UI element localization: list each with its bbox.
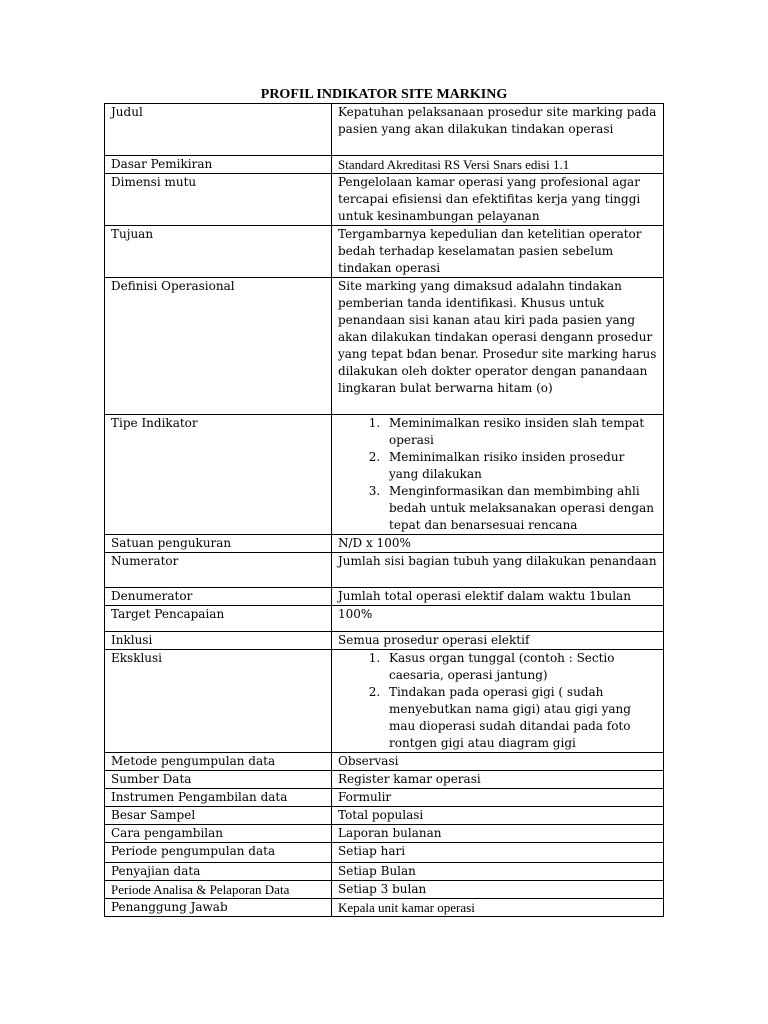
row-label: Penyajian data [105,863,332,881]
row-label: Sumber Data [105,771,332,789]
indicator-type-list [338,415,657,534]
row-label: Periode pengumpulan data [105,843,332,863]
table-row [105,278,664,415]
row-value: 100% [332,606,664,632]
row-label: Cara pengambilan [105,825,332,843]
table-row [105,825,664,843]
list-item: 2. Tindakan pada operasi gigi ( sudah menyebutkan nama gigi) atau gigi yang mau dioperasi sudah ditandai pada foto rontgen gigi atau diagram gigi [384,684,657,752]
row-label: Definisi Operasional [105,278,332,415]
row-label: Judul [105,104,332,156]
row-label: Dasar Pemikiran [105,156,332,174]
row-label: Besar Sampel [105,807,332,825]
document-page [104,86,664,917]
table-row [105,606,664,632]
table-row [105,899,664,917]
row-value: Register kamar operasi [332,771,664,789]
table-row [105,104,664,156]
table-row [105,553,664,588]
row-value: Tergambarnya kepedulian dan ketelitian operator bedah terhadap keselamatan pasien sebelum tindakan operasi [332,226,664,278]
row-value [332,650,664,753]
table-row [105,863,664,881]
row-label: Inklusi [105,632,332,650]
list-item: 1. Kasus organ tunggal (contoh : Sectio caesaria, operasi jantung) [384,650,657,684]
table-row [105,226,664,278]
row-value [332,415,664,535]
table-row [105,753,664,771]
row-value: Laporan bulanan [332,825,664,843]
table-row [105,156,664,174]
row-label: Periode Analisa & Pelaporan Data [105,881,332,899]
exclusion-list [338,650,657,752]
row-value: Total populasi [332,807,664,825]
row-label: Metode pengumpulan data [105,753,332,771]
row-value: Kepatuhan pelaksanaan prosedur site marking pada pasien yang akan dilakukan tindakan operasi [332,104,664,156]
row-value: Site marking yang dimaksud adalahn tindakan pemberian tanda identifikasi. Khusus untuk penandaan sisi kanan atau kiri pada pasien yang akan dilakukan tindakan operasi dengann prosedur yang tepat bdan benar. Prosedur site marking harus dilakukan oleh dokter operator dengan panandaan lingkaran bulat berwarna hitam (o) [332,278,664,415]
table-row [105,843,664,863]
document-title: PROFIL INDIKATOR SITE MARKING [260,87,508,102]
row-label: Denumerator [105,588,332,606]
row-label: Dimensi mutu [105,174,332,226]
table-row [105,771,664,789]
list-item: 3. Menginformasikan dan membimbing ahli bedah untuk melaksanakan operasi dengan tepat dan benarsesuai rencana [384,483,657,534]
row-label: Tujuan [105,226,332,278]
row-value: Jumlah total operasi elektif dalam waktu 1bulan [332,588,664,606]
row-label: Numerator [105,553,332,588]
table-row [105,535,664,553]
row-value: Formulir [332,789,664,807]
table-row [105,415,664,535]
table-row [105,650,664,753]
row-label: Tipe Indikator [105,415,332,535]
indicator-profile-table [104,103,664,917]
row-value: Setiap Bulan [332,863,664,881]
row-label: Instrumen Pengambilan data [105,789,332,807]
row-value: Kepala unit kamar operasi [332,899,664,917]
list-item: 1. Meminimalkan resiko insiden slah tempat operasi [384,415,657,449]
row-value: Observasi [332,753,664,771]
row-value: Pengelolaan kamar operasi yang profesional agar tercapai efisiensi dan efektifitas kerja yang tinggi untuk kesinambungan pelayanan [332,174,664,226]
row-value: N/D x 100% [332,535,664,553]
table-row [105,632,664,650]
row-label: Target Pencapaian [105,606,332,632]
row-label: Satuan pengukuran [105,535,332,553]
list-item: 2. Meminimalkan risiko insiden prosedur yang dilakukan [384,449,657,483]
row-value: Jumlah sisi bagian tubuh yang dilakukan penandaan [332,553,664,588]
row-value: Setiap 3 bulan [332,881,664,899]
row-value: Semua prosedur operasi elektif [332,632,664,650]
table-row [105,789,664,807]
table-row [105,881,664,899]
row-label: Eksklusi [105,650,332,753]
row-value: Setiap hari [332,843,664,863]
row-label: Penanggung Jawab [105,899,332,917]
table-row [105,174,664,226]
table-row [105,588,664,606]
row-value: Standard Akreditasi RS Versi Snars edisi 1.1 [332,156,664,174]
table-row [105,807,664,825]
